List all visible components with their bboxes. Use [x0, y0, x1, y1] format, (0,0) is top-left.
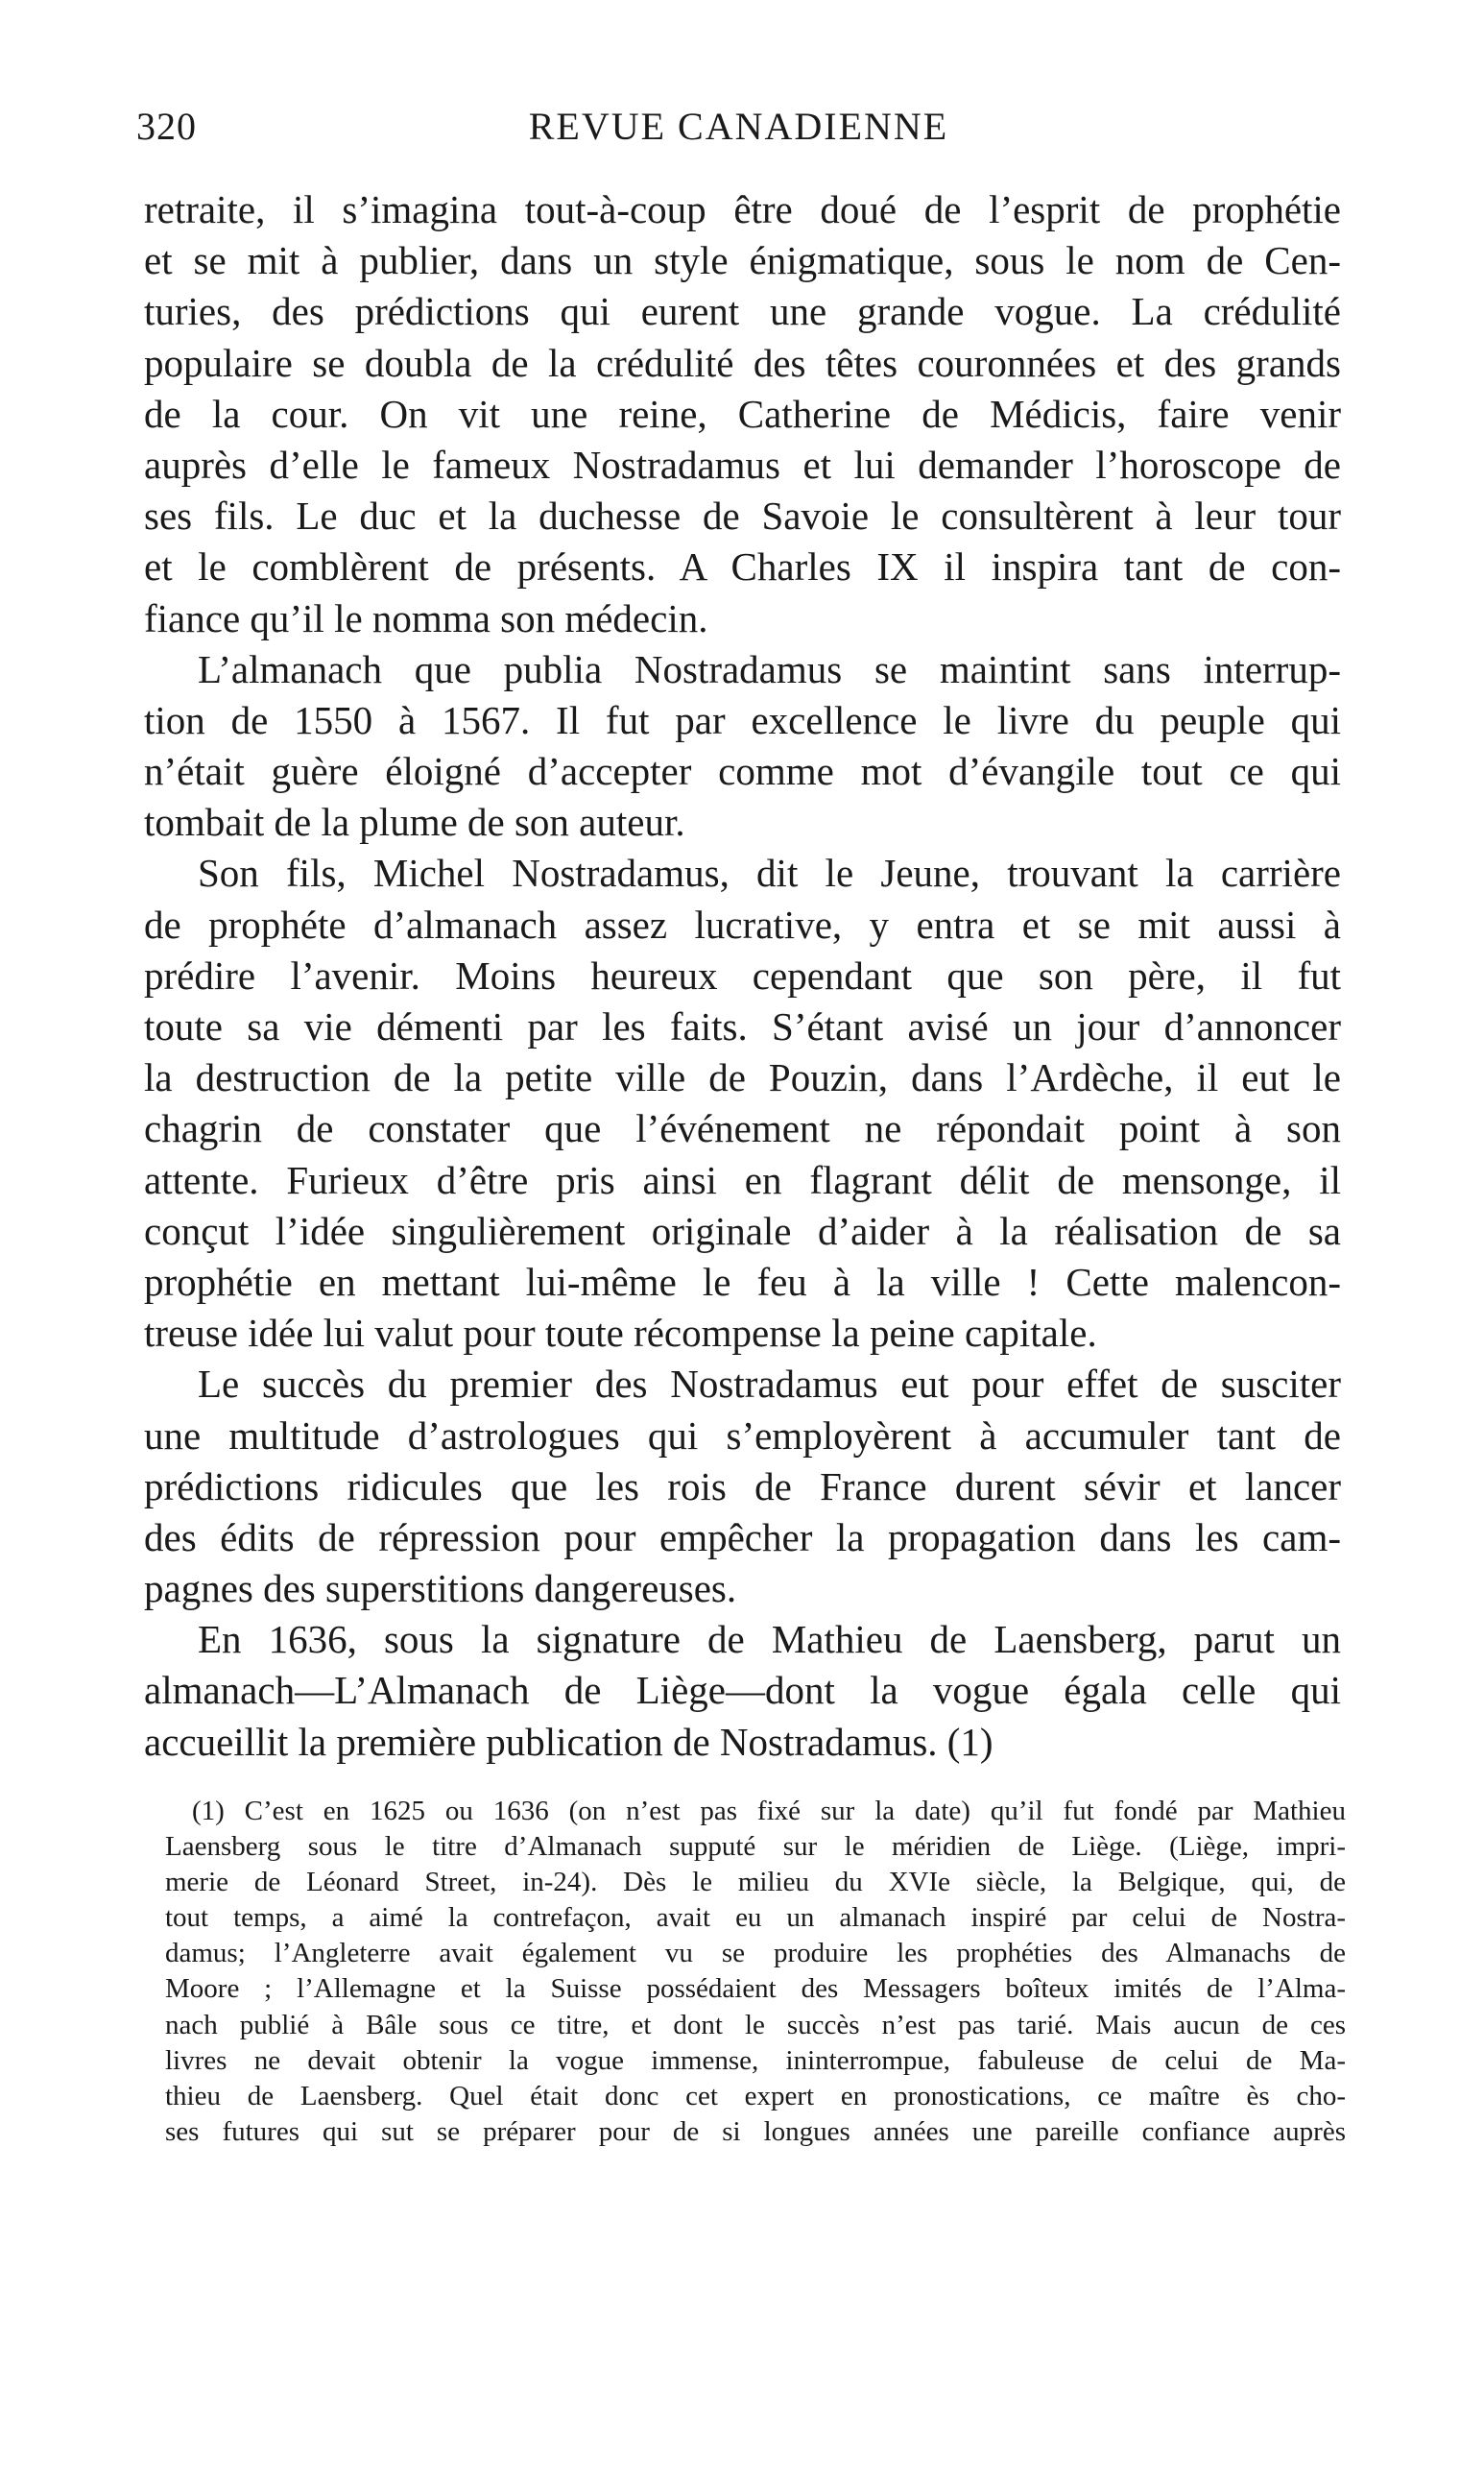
body-text [144, 184, 1341, 1768]
footnote-line: (1) C’est en 1625 ou 1636 (on n’est pas fixé sur la date) qu’il fut fondé par Mathieu [192, 1796, 1346, 1826]
body-line: retraite, il s’imagina tout-à-coup être doué de l’esprit de prophétie [144, 187, 1341, 231]
journal-title: REVUE CANADIENNE [528, 105, 949, 148]
body-line: de la cour. On vit une reine, Catherine de Médicis, faire venir [144, 391, 1341, 436]
body-line: une multitude d’astrologues qui s’employèrent à accumuler tant de [144, 1412, 1341, 1458]
body-line: conçut l’idée singulièrement originale d’aider à la réalisation de sa [144, 1208, 1341, 1253]
body-line: prédictions ridicules que les rois de France durent sévir et lancer [144, 1463, 1341, 1508]
footnote-line: nach publié à Bâle sous ce titre, et dont le succès n’est pas tarié. Mais aucun de ces [165, 2009, 1346, 2040]
body-line: et le comblèrent de présents. A Charles IX il inspira tant de con- [144, 544, 1341, 590]
body-line: de prophéte d’almanach assez lucrative, y entra et se mit aussi à [144, 902, 1341, 947]
body-line: prédire l’avenir. Moins heureux cependant que son père, il fut [144, 953, 1341, 998]
body-line: pagnes des superstitions dangereuses. [144, 1566, 737, 1611]
body-line: populaire se doubla de la crédulité des têtes couronnées et des grands [144, 340, 1341, 385]
body-line: attente. Furieux d’être pris ainsi en flagrant délit de mensonge, il [144, 1157, 1341, 1202]
body-line: chagrin de constater que l’événement ne répondait point à son [144, 1106, 1341, 1151]
footnote-line: Laensberg sous le titre d’Almanach supputé sur le méridien de Liège. (Liège, impri- [165, 1831, 1346, 1863]
body-line: Le succès du premier des Nostradamus eut pour effet de susciter [198, 1362, 1341, 1407]
footnote-line: thieu de Laensberg. Quel était donc cet expert en pronostications, ce maître ès cho- [165, 2080, 1346, 2111]
body-line: et se mit à publier, dans un style énigmatique, sous le nom de Cen- [144, 238, 1341, 283]
body-line: des édits de répression pour empêcher la propagation dans les cam- [144, 1514, 1341, 1559]
footnote [165, 1794, 1346, 2150]
footnote-line: tout temps, a aimé la contrefaçon, avait eu un almanach inspiré par celui de Nostra- [165, 1902, 1346, 1934]
body-line: tombait de la plume de son auteur. [144, 800, 685, 845]
body-line: En 1636, sous la signature de Mathieu de Laensberg, parut un [198, 1617, 1341, 1662]
body-line: L’almanach que publia Nostradamus se maintint sans interrup- [198, 646, 1341, 691]
footnote-line: merie de Léonard Street, in-24). Dès le milieu du XVIe siècle, la Belgique, qui, de [165, 1867, 1346, 1898]
footnote-line: livres ne devait obtenir la vogue immense, ininterrompue, fabuleuse de celui de Ma- [165, 2044, 1346, 2076]
body-line: prophétie en mettant lui-même le feu à la ville ! Cette malencon- [144, 1259, 1341, 1304]
body-line: n’était guère éloigné d’accepter comme mot d’évangile tout ce qui [144, 749, 1341, 794]
footnote-line: ses futures qui sut se préparer pour de si longues années une pareille confiance auprès [165, 2115, 1346, 2147]
body-line: auprès d’elle le fameux Nostradamus et lui demander l’horoscope de [144, 442, 1341, 487]
body-line: almanach—L’Almanach de Liège—dont la vogue égala celle qui [144, 1668, 1341, 1713]
footnote-line: damus; l’Angleterre avait également vu se produire les prophéties des Almanachs de [165, 1938, 1346, 1969]
body-line: fiance qu’il le nomma son médecin. [144, 595, 708, 640]
page-number: 320 [136, 105, 197, 148]
body-line: la destruction de la petite ville de Pouzin, dans l’Ardèche, il eut le [144, 1055, 1341, 1100]
body-line: toute sa vie démenti par les faits. S’étant avisé un jour d’annoncer [144, 1004, 1341, 1049]
body-line: tion de 1550 à 1567. Il fut par excellence le livre du peuple qui [144, 697, 1341, 742]
body-line: ses fils. Le duc et la duchesse de Savoie le consultèrent à leur tour [144, 494, 1341, 539]
footnote-line: Moore ; l’Allemagne et la Suisse possédaient des Messagers boîteux imités de l’Alma- [165, 1973, 1346, 2005]
body-line: treuse idée lui valut pour toute récompense la peine capitale. [144, 1311, 1097, 1356]
body-line: Son fils, Michel Nostradamus, dit le Jeune, trouvant la carrière [198, 851, 1341, 896]
running-head [136, 104, 1341, 161]
body-line: accueillit la première publication de Nostradamus. (1) [144, 1719, 993, 1764]
body-line: turies, des prédictions qui eurent une grande vogue. La crédulité [144, 289, 1341, 334]
